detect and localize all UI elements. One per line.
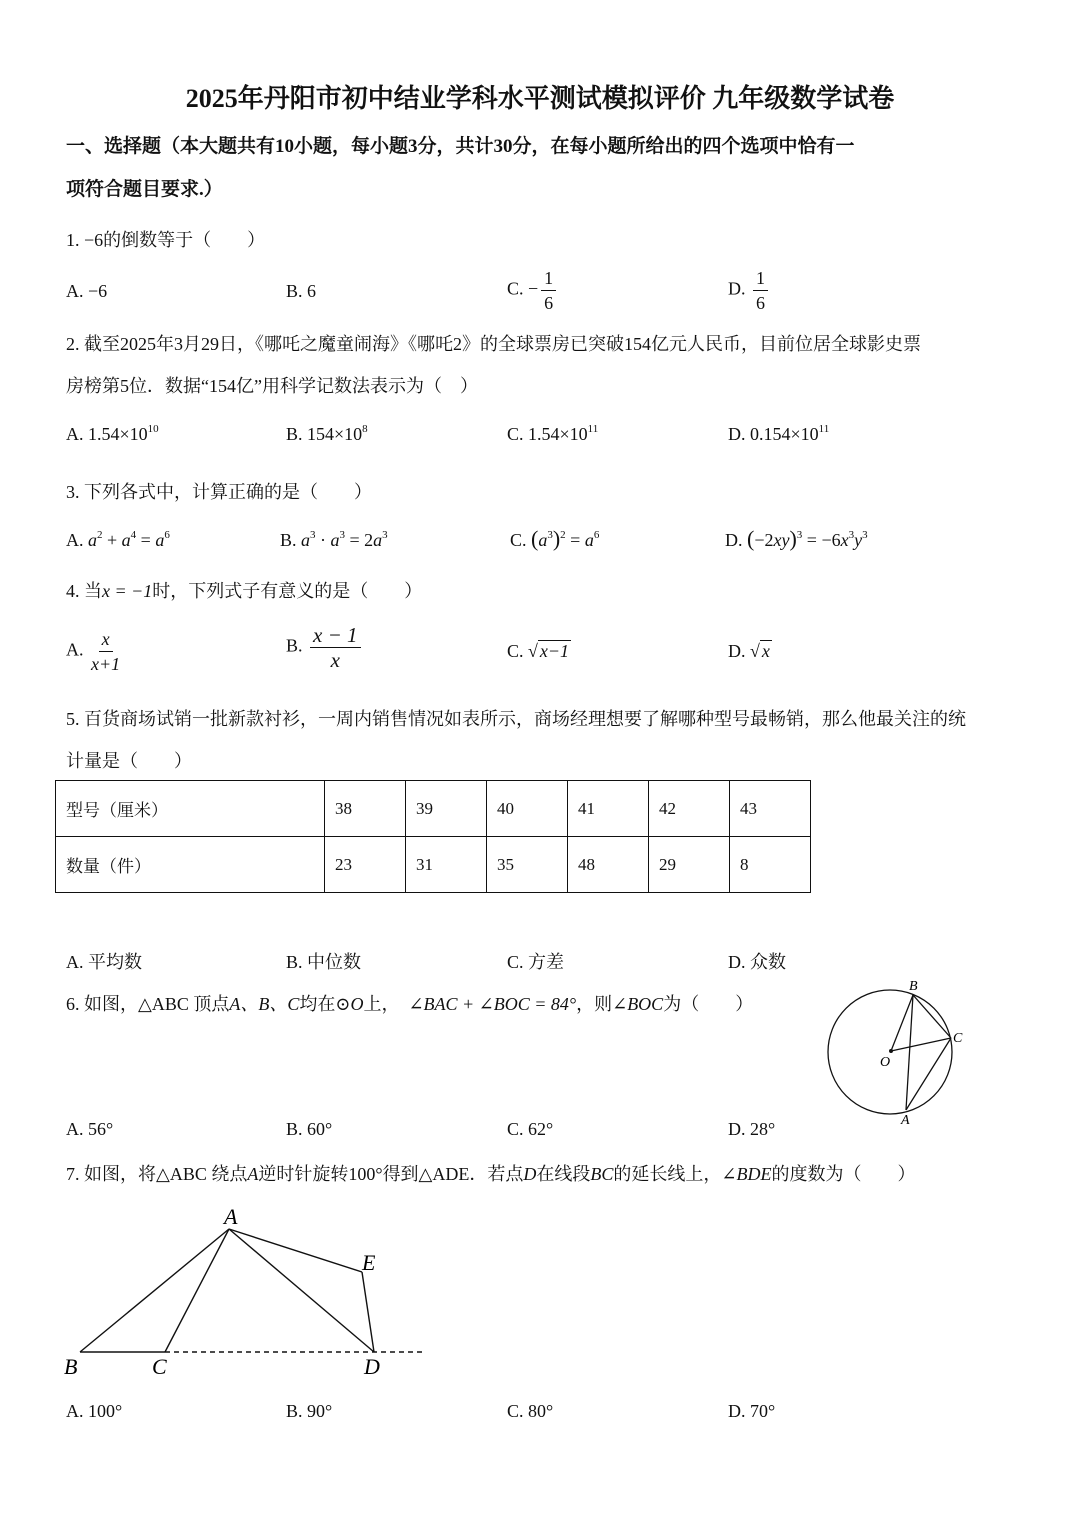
question-5: 5. 百货商场试销一批新款衬衫，一周内销售情况如表所示，商场经理想要了解哪种型号最畅销，那么他最关注的统 (66, 709, 966, 729)
exam-title: 2025年丹阳市初中结业学科水平测试模拟评价 九年级数学试卷 (185, 84, 895, 113)
q3-option-c[interactable]: C. $(a^3)^2 = a^6$ (510, 526, 600, 551)
section-header-cont: 项符合题目要求.） (66, 179, 223, 200)
circle-figure (820, 970, 980, 1130)
q4-option-b[interactable]: B. $\frac{x - 1}{x}$ (286, 623, 364, 672)
question-4: 4. 当x = −1时，下列式子有意义的是（ ） (66, 581, 423, 601)
q7-option-c[interactable]: C. 80° (507, 1401, 554, 1421)
table-row: 型号（厘米） 38 39 40 41 42 43 (56, 781, 811, 837)
svg-text:C: C (152, 1354, 167, 1379)
svg-text:A: A (224, 1204, 238, 1229)
q7-option-b[interactable]: B. 90° (286, 1401, 333, 1421)
q4-option-a[interactable]: A. $\frac{x}{x+1}$ (66, 629, 121, 674)
question-6: 6. 如图，△ABC 顶点A、B、C均在⊙O上， ∠BAC + ∠BOC = 84°，则∠BOC为（ ） (66, 994, 754, 1014)
svg-text:B: B (64, 1354, 78, 1379)
q7-option-d[interactable]: D. 70° (728, 1401, 776, 1421)
q1-option-d[interactable]: D. $\frac{1}{6}$ (728, 266, 771, 315)
q6-option-c[interactable]: C. 62° (507, 1119, 554, 1139)
question-3: 3. 下列各式中，计算正确的是（ ） (66, 482, 372, 502)
q2-option-b[interactable]: B. $154\times 10^8$ (286, 423, 368, 444)
q2-option-d[interactable]: D. $0.154\times 10^{11}$ (728, 423, 830, 444)
svg-text:B: B (909, 979, 918, 994)
q3-option-a[interactable]: A. $a^2 + a^4 = a^6$ (66, 529, 170, 550)
q1-option-b[interactable]: B. 6 (286, 281, 317, 301)
q1-option-a[interactable]: A. −6 (66, 281, 108, 301)
section-header: 一、选择题（本大题共有10小题，每小题3分，共计30分，在每小题所给出的四个选项中恰有一 (66, 136, 855, 157)
svg-text:D: D (364, 1354, 380, 1379)
question-2-cont: 房榜第5位．数据“154亿”用科学记数法表示为（ ） (66, 376, 478, 396)
q6-option-b[interactable]: B. 60° (286, 1119, 333, 1139)
sales-table (55, 780, 811, 893)
rotation-figure (60, 1200, 440, 1390)
question-2: 2. 截至2025年3月29日，《哪吒之魔童闹海》《哪吒2》的全球票房已突破154亿元人民币，目前位居全球影史票 (66, 334, 921, 354)
table-row: 数量（件） 23 31 35 48 29 8 (56, 837, 811, 893)
q7-option-a[interactable]: A. 100° (66, 1401, 123, 1421)
q1-option-c[interactable]: C. − $\frac{1}{6}$ (507, 266, 559, 315)
svg-text:C: C (953, 1031, 963, 1046)
question-7: 7. 如图，将△ABC 绕点A逆时针旋转100°得到△ADE．若点D在线段BC的延长线上，∠BDE的度数为（ ） (66, 1164, 916, 1184)
q3-option-d[interactable]: D. $(-2xy)^3 = -6x^3y^3$ (725, 526, 868, 551)
svg-text:E: E (362, 1250, 376, 1275)
q4-option-d[interactable]: D. √ x (728, 641, 770, 661)
question-5-cont: 计量是（ ） (66, 751, 192, 771)
q6-option-a[interactable]: A. 56° (66, 1119, 114, 1139)
svg-text:A: A (901, 1113, 910, 1128)
q6-option-d[interactable]: D. 28° (728, 1119, 776, 1139)
q2-option-a[interactable]: A. $1.54\times 10^{10}$ (66, 423, 159, 444)
svg-text:O: O (880, 1055, 891, 1070)
q3-option-b[interactable]: B. $a^3 \cdot a^3 = 2a^3$ (280, 529, 388, 550)
q5-option-b[interactable]: B. 中位数 (286, 952, 362, 972)
q2-option-c[interactable]: C. $1.54\times 10^{11}$ (507, 423, 599, 444)
q5-option-c[interactable]: C. 方差 (507, 952, 565, 972)
question-1: 1. −6的倒数等于（ ） (66, 230, 266, 250)
q5-option-d[interactable]: D. 众数 (728, 952, 786, 972)
q5-option-a[interactable]: A. 平均数 (66, 952, 142, 972)
q4-option-c[interactable]: C. √ x−1 (507, 641, 570, 661)
